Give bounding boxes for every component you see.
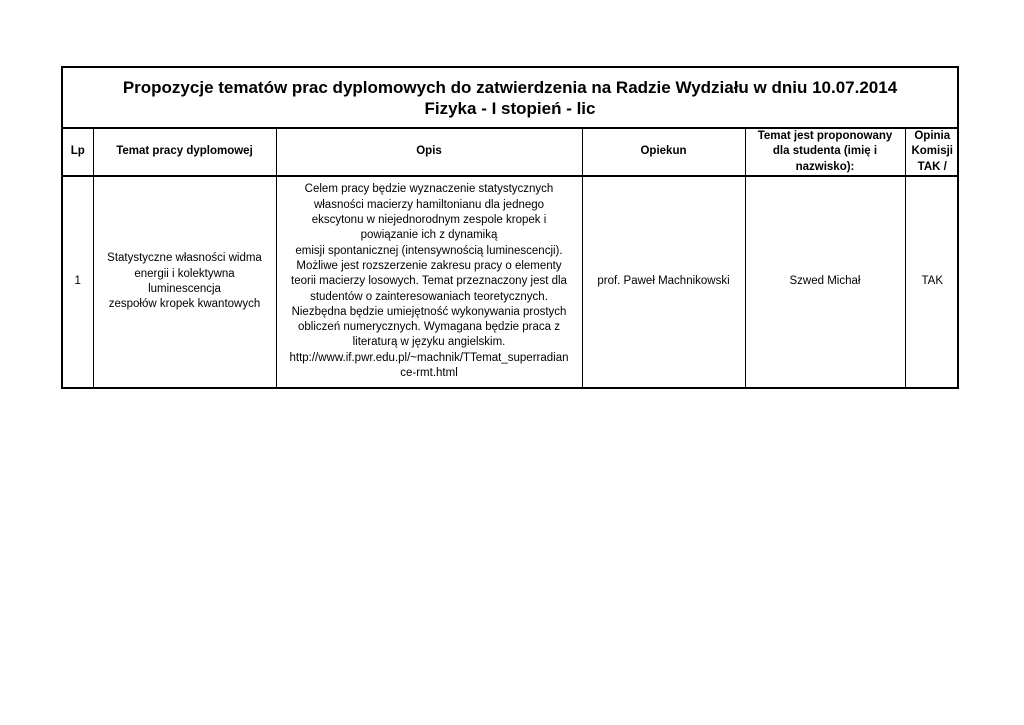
column-header-student: Temat jest proponowany dla studenta (imię i nazwisko): (745, 129, 905, 176)
topics-table (63, 129, 959, 387)
proposal-sheet (61, 66, 959, 389)
cell-description: Celem pracy będzie wyznaczenie statystycznych własności macierzy hamiltonianu dla jednego ekscytonu w niejednorodnym zespole kropek i powiązanie ich z dynamiką emisji spontanicznej (intensywnością luminescencji). Możliwe jest rozszerzenie zakresu pracy o elementy teorii macierzy losowych. Temat przeznaczony jest dla studentów o zainteresowaniach teoretycznych. Niezbędna będzie umiejętność wykonywania prostych obliczeń numerycznych. Wymagana będzie praca z literaturą w języku angielskim. http://www.if.pwr.edu.pl/~machnik/TTemat_superradian ce-rmt.html (276, 176, 582, 387)
cell-supervisor: prof. Paweł Machnikowski (582, 176, 745, 387)
document-title: Propozycje tematów prac dyplomowych do zatwierdzenia na Radzie Wydziału w dniu 10.07.2014 (122, 77, 898, 97)
column-header-topic: Temat pracy dyplomowej (93, 129, 276, 176)
cell-student: Szwed Michał (745, 176, 905, 387)
column-header-supervisor: Opiekun (582, 129, 745, 176)
document-subtitle: Fizyka - I stopień - lic (424, 98, 596, 118)
cell-opinion: TAK (905, 176, 959, 387)
cell-lp: 1 (74, 275, 81, 288)
table-header-row (63, 129, 959, 176)
column-header-lp: Lp (63, 129, 93, 176)
title-block (63, 68, 957, 129)
table-row (63, 176, 959, 387)
cell-topic: Statystyczne własności widma energii i kolektywna luminescencja zespołów kropek kwantowych (93, 176, 276, 387)
column-header-description: Opis (276, 129, 582, 176)
column-header-opinion: Opinia Komisji TAK / (905, 129, 959, 176)
